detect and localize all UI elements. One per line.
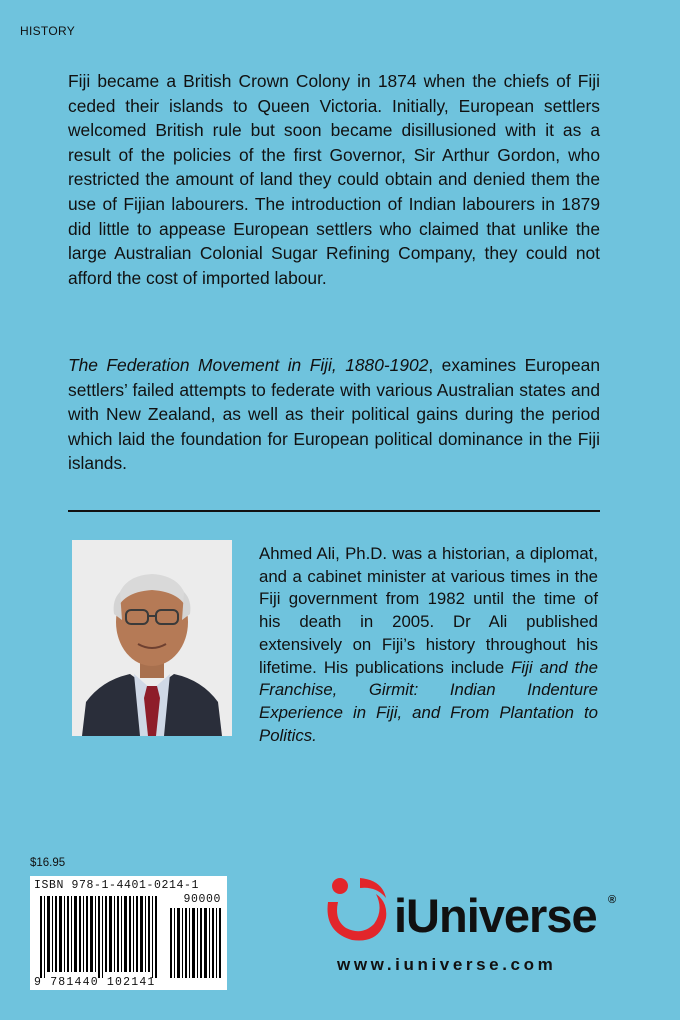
divider [68, 510, 600, 512]
blurb-paragraph-2 [68, 353, 600, 476]
publisher-name: iUniverse [394, 889, 597, 942]
isbn-barcode [30, 876, 227, 990]
price: $16.95 [30, 857, 66, 869]
barcode-digits: 9 781440 102141 [34, 976, 156, 989]
blurb-paragraph-2-text: , examines European settlers’ failed attempts to federate with various Australian states and with New Zealand, as well as their political gains during the period which laid the foundation for European political dominance in the Fiji islands. [68, 355, 600, 474]
publisher-url: www.iuniverse.com [337, 955, 557, 974]
author-works: Fiji and the Franchise, Girmit: Indian Indenture Experience in Fiji, and From Plantation to Politics. [259, 657, 598, 745]
author-photo [72, 540, 232, 736]
barcode-bars [30, 876, 227, 990]
category-label: HISTORY [20, 24, 76, 38]
registered-mark: ® [608, 894, 617, 906]
barcode-addon-number: 90000 [183, 893, 221, 906]
author-bio-text: Ahmed Ali, Ph.D. was a historian, a diplomat, and a cabinet minister at various times in the Fiji government from 1982 until the time of his death in 2005. Dr Ali published extensively on Fiji’s history throughout his lifetime. His publications include [259, 544, 598, 677]
iuniverse-swirl-icon [322, 876, 394, 946]
blurb-paragraph-1: Fiji became a British Crown Colony in 1874 when the chiefs of Fiji ceded their islands to Queen Victoria. Initially, European settlers welcomed British rule but soon became disillusioned with it as a result of the policies of the first Governor, Sir Arthur Gordon, who restricted the amount of land they could obtain and denied them the use of Fijian labourers. The introduction of Indian labourers in 1879 did little to appease European settlers who claimed that unlike the large Australian Colonial Sugar Refining Company, they could not afford the cost of imported labour. [68, 71, 600, 288]
publisher-logo [322, 876, 622, 946]
author-bio [259, 543, 598, 747]
book-title: The Federation Movement in Fiji, 1880-1902 [68, 355, 429, 375]
isbn-label: ISBN 978-1-4401-0214-1 [34, 879, 200, 892]
